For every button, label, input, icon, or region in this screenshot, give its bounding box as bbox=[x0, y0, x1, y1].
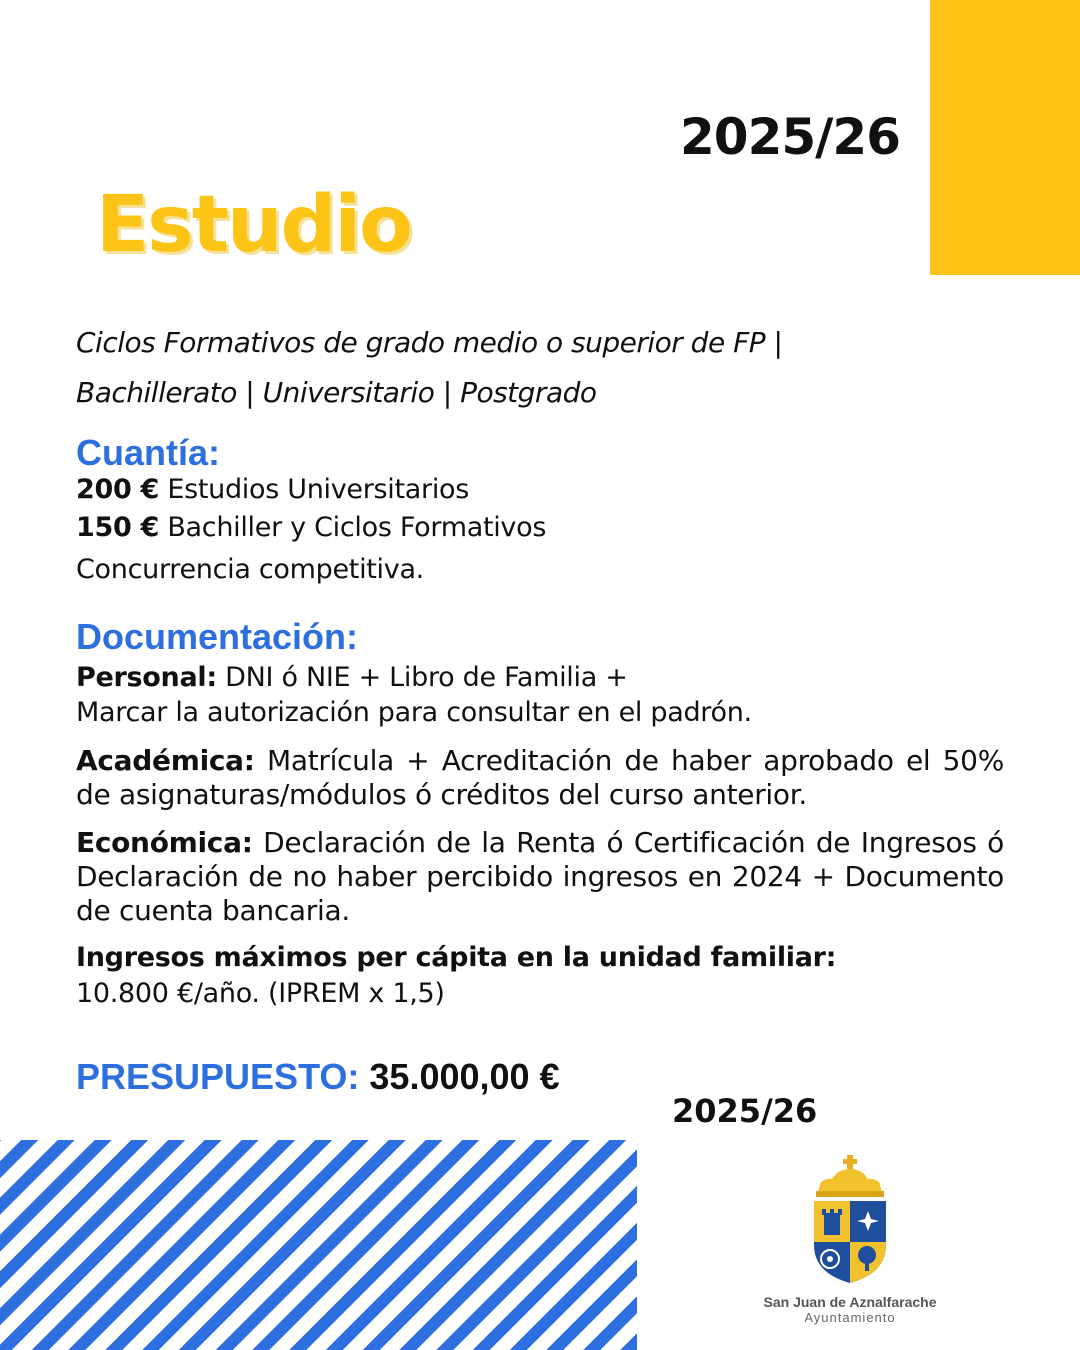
page-title: Estudio bbox=[96, 180, 411, 270]
doc-academica bbox=[76, 744, 1004, 812]
doc-economica-label: Económica: bbox=[76, 826, 253, 859]
subtitle-line-2: Bachillerato | Universitario | Postgrado bbox=[76, 376, 597, 409]
doc-personal-line-2: Marcar la autorización para consultar en el padrón. bbox=[76, 697, 752, 728]
cuantia-amount-2: 150 € bbox=[76, 512, 160, 543]
cuantia-amount-1: 200 € bbox=[76, 474, 160, 505]
budget bbox=[76, 1056, 560, 1098]
subtitle bbox=[76, 318, 936, 418]
striped-decoration bbox=[0, 1140, 637, 1350]
cuantia-heading: Cuantía: bbox=[76, 432, 220, 473]
doc-ingresos-label: Ingresos máximos per cápita en la unidad familiar: bbox=[76, 942, 837, 973]
yellow-corner-block bbox=[930, 0, 1080, 275]
organization-brand bbox=[700, 1294, 1000, 1325]
doc-academica-text: Matrícula + Acreditación de haber aprobado el 50% de asignaturas/módulos ó créditos del curso anterior. bbox=[76, 744, 1004, 811]
cuantia-text-1: Estudios Universitarios bbox=[159, 474, 470, 505]
cuantia-item-1 bbox=[76, 474, 469, 505]
budget-amount: 35.000,00 € bbox=[359, 1056, 560, 1097]
year-label-bottom: 2025/26 bbox=[672, 1092, 818, 1130]
doc-personal-text: DNI ó NIE + Libro de Familia + bbox=[216, 662, 628, 693]
budget-label: PRESUPUESTO: bbox=[76, 1056, 360, 1097]
cuantia-text-2: Bachiller y Ciclos Formativos bbox=[159, 512, 547, 543]
cuantia-item-2 bbox=[76, 512, 546, 543]
doc-personal-line-1 bbox=[76, 662, 628, 693]
doc-personal-label: Personal: bbox=[76, 662, 217, 693]
organization-name: San Juan de Aznalfarache bbox=[763, 1294, 937, 1310]
organization-subtitle: Ayuntamiento bbox=[804, 1310, 896, 1325]
subtitle-line-1: Ciclos Formativos de grado medio o superior de FP | bbox=[76, 326, 783, 359]
coat-of-arms-icon bbox=[810, 1155, 890, 1285]
doc-economica-text: Declaración de la Renta ó Certificación de Ingresos ó Declaración de no haber percibido ingresos en 2024 + Documento de cuenta bancaria. bbox=[76, 826, 1004, 927]
doc-ingresos-label-line bbox=[76, 942, 836, 973]
year-label-top: 2025/26 bbox=[680, 108, 901, 166]
doc-economica bbox=[76, 826, 1004, 928]
doc-academica-label: Académica: bbox=[76, 744, 255, 777]
cuantia-note: Concurrencia competitiva. bbox=[76, 554, 424, 585]
documentacion-heading: Documentación: bbox=[76, 616, 359, 657]
doc-ingresos-value: 10.800 €/año. (IPREM x 1,5) bbox=[76, 978, 445, 1009]
